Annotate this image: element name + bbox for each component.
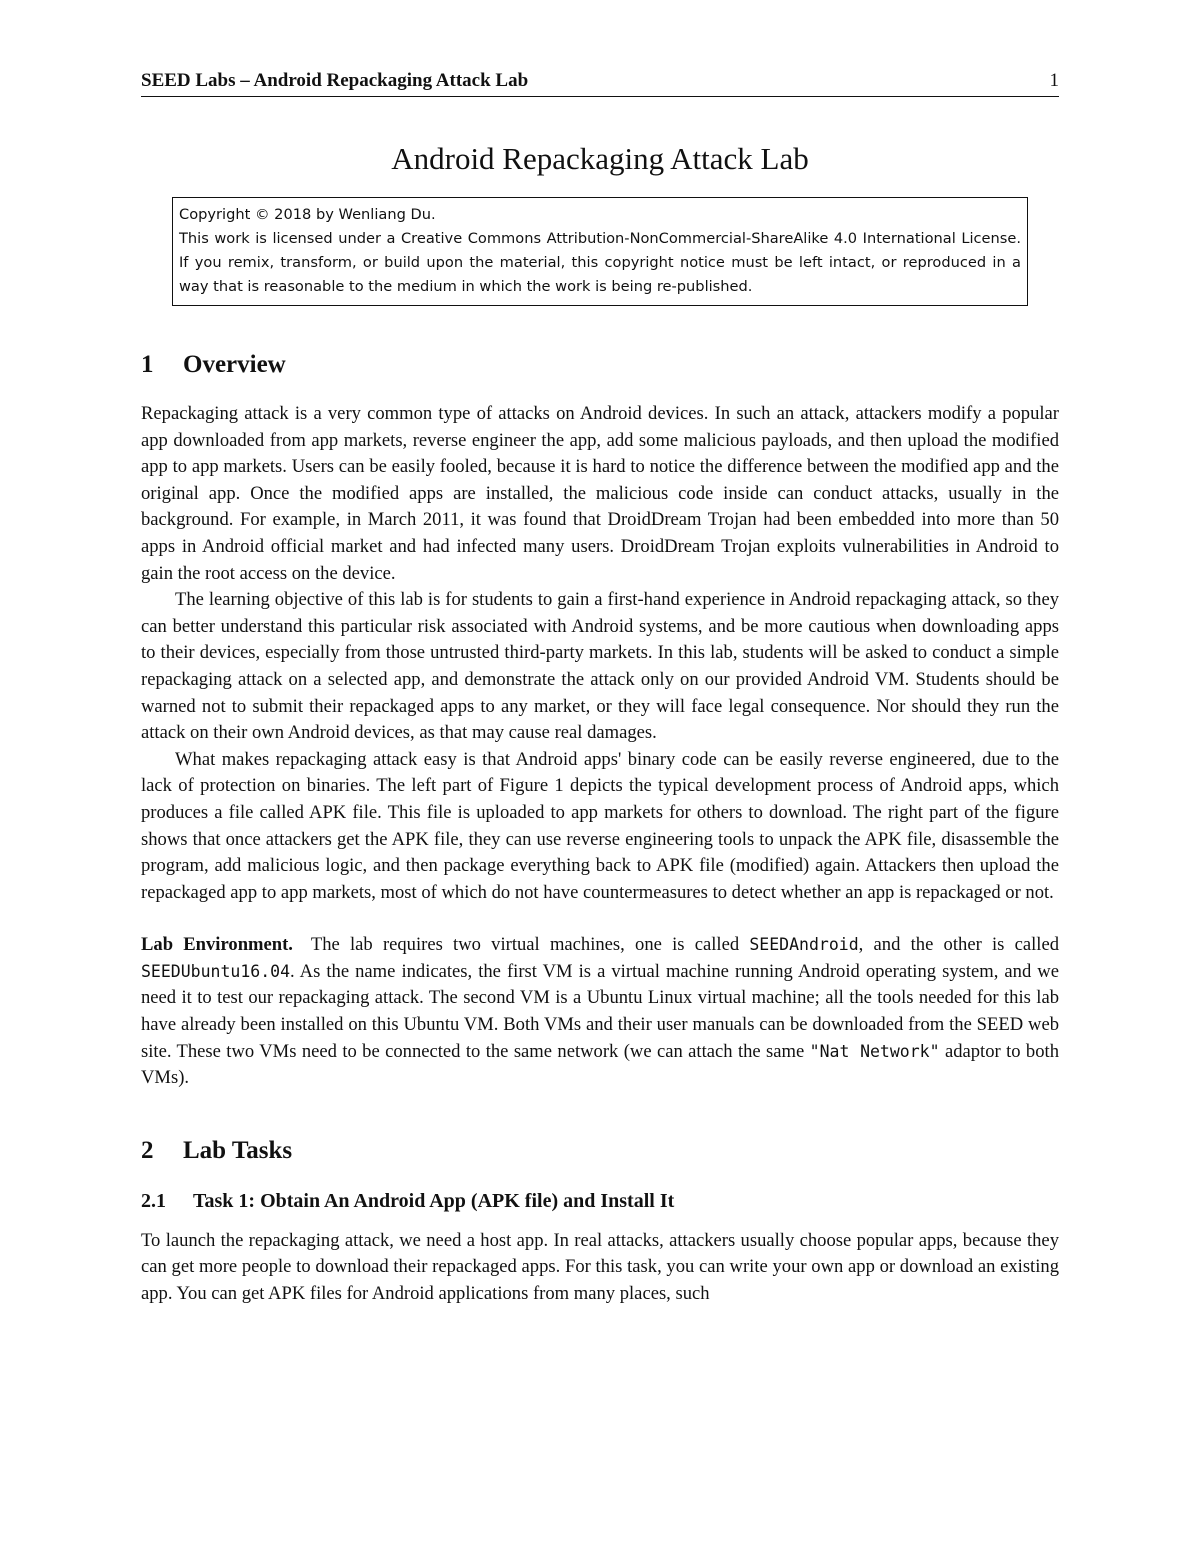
copyright-notice-box	[172, 197, 1028, 306]
lab-env-text-1: The lab requires two virtual machines, one is called	[310, 934, 740, 956]
lab-env-text-3: . As the name indicates, the first VM is a virtual machine running Android operating system, and we need it to test our repackaging attack. The second VM is a Ubuntu Linux virtual machine; all the tools needed for this lab have already been installed on this Ubuntu VM. Both VMs and their user manuals can be downloaded from the SEED web site. These two VMs need to be connected to the same network (we can attach the same	[141, 960, 1059, 1062]
lab-environment-paragraph	[141, 932, 1059, 1092]
vm-name-ubuntu: SEEDUbuntu16.04	[141, 961, 291, 981]
running-header	[141, 66, 1059, 97]
task-1-paragraph: To launch the repackaging attack, we need a host app. In real attacks, attackers usually choose popular apps, because they can get more people to download their repackaged apps. For this task, you can write your own app or download an existing app. You can get APK files for Android applications from many places, such	[141, 1229, 1059, 1305]
network-adaptor-name: "Nat Network"	[809, 1041, 940, 1061]
section-number: 2	[141, 1136, 154, 1164]
paper-page	[141, 66, 1059, 1308]
section-title: Lab Tasks	[183, 1136, 293, 1164]
section-title: Overview	[183, 351, 286, 378]
section-number: 1	[141, 351, 154, 378]
overview-paragraph-3: What makes repackaging attack easy is that Android apps' binary code can be easily reverse engineered, due to the lack of protection on binaries. The left part of Figure 1 depicts the typical development process of Android apps, which produces a file called APK file. This file is uploaded to app markets for others to download. The right part of the figure shows that once attackers get the APK file, they can use reverse engineering tools to unpack the APK file, disassemble the program, add malicious logic, and then package everything back to APK file (modified) again. Attackers then upload the repackaged app to app markets, most of which do not have countermeasures to detect whether an app is repackaged or not.	[141, 748, 1059, 903]
lab-env-text-2: , and the other is called	[858, 934, 1060, 956]
running-title: SEED Labs – Android Repackaging Attack Lab	[141, 70, 529, 91]
subsection-number: 2.1	[141, 1189, 166, 1212]
lab-env-text-4: adaptor to both VMs).	[141, 1040, 1059, 1089]
subsection-title: Task 1: Obtain An Android App (APK file) and Install It	[193, 1189, 675, 1212]
subsection-heading-task-1	[141, 1188, 1059, 1214]
lab-environment-heading: Lab Environment.	[141, 934, 293, 956]
section-heading-overview	[141, 350, 1059, 380]
license-text: This work is licensed under a Creative Commons Attribution-NonCommercial-ShareAlike 4.0 International License. If you remix, transform, or build upon the material, this copyright notice must be left intact, or reproduced in a way that is reasonable to the medium in which the work is being re-published.	[179, 230, 1021, 295]
overview-paragraph-1: Repackaging attack is a very common type of attacks on Android devices. In such an attack, attackers modify a popular app downloaded from app markets, reverse engineer the app, add some malicious payloads, and then upload the modified app to app markets. Users can be easily fooled, because it is hard to notice the difference between the modified app and the original app. Once the modified apps are installed, the malicious code inside can conduct attacks, usually in the background. For example, in March 2011, it was found that DroidDream Trojan had been embedded into more than 50 apps in Android official market and had infected many users. DroidDream Trojan exploits vulnerabilities in Android to gain the root access on the device.	[141, 403, 1059, 584]
section-heading-lab-tasks	[141, 1136, 1059, 1166]
document-title: Android Repackaging Attack Lab	[391, 141, 809, 176]
copyright-line: Copyright © 2018 by Wenliang Du.	[179, 206, 436, 223]
overview-paragraph-2: The learning objective of this lab is for students to gain a first-hand experience in Android repackaging attack, so they can better understand this particular risk associated with Android systems, and be more cautious when downloading apps to their devices, especially from those untrusted third-party markets. In this lab, students will be asked to conduct a simple repackaging attack on a selected app, and demonstrate the attack only on our provided Android VM. Students should be warned not to submit their repackaged apps to any market, or they will face legal consequence. Nor should they run the attack on their own Android devices, as that may cause real damages.	[141, 589, 1059, 744]
vm-name-android: SEEDAndroid	[749, 935, 859, 955]
page-number: 1	[1049, 70, 1059, 91]
